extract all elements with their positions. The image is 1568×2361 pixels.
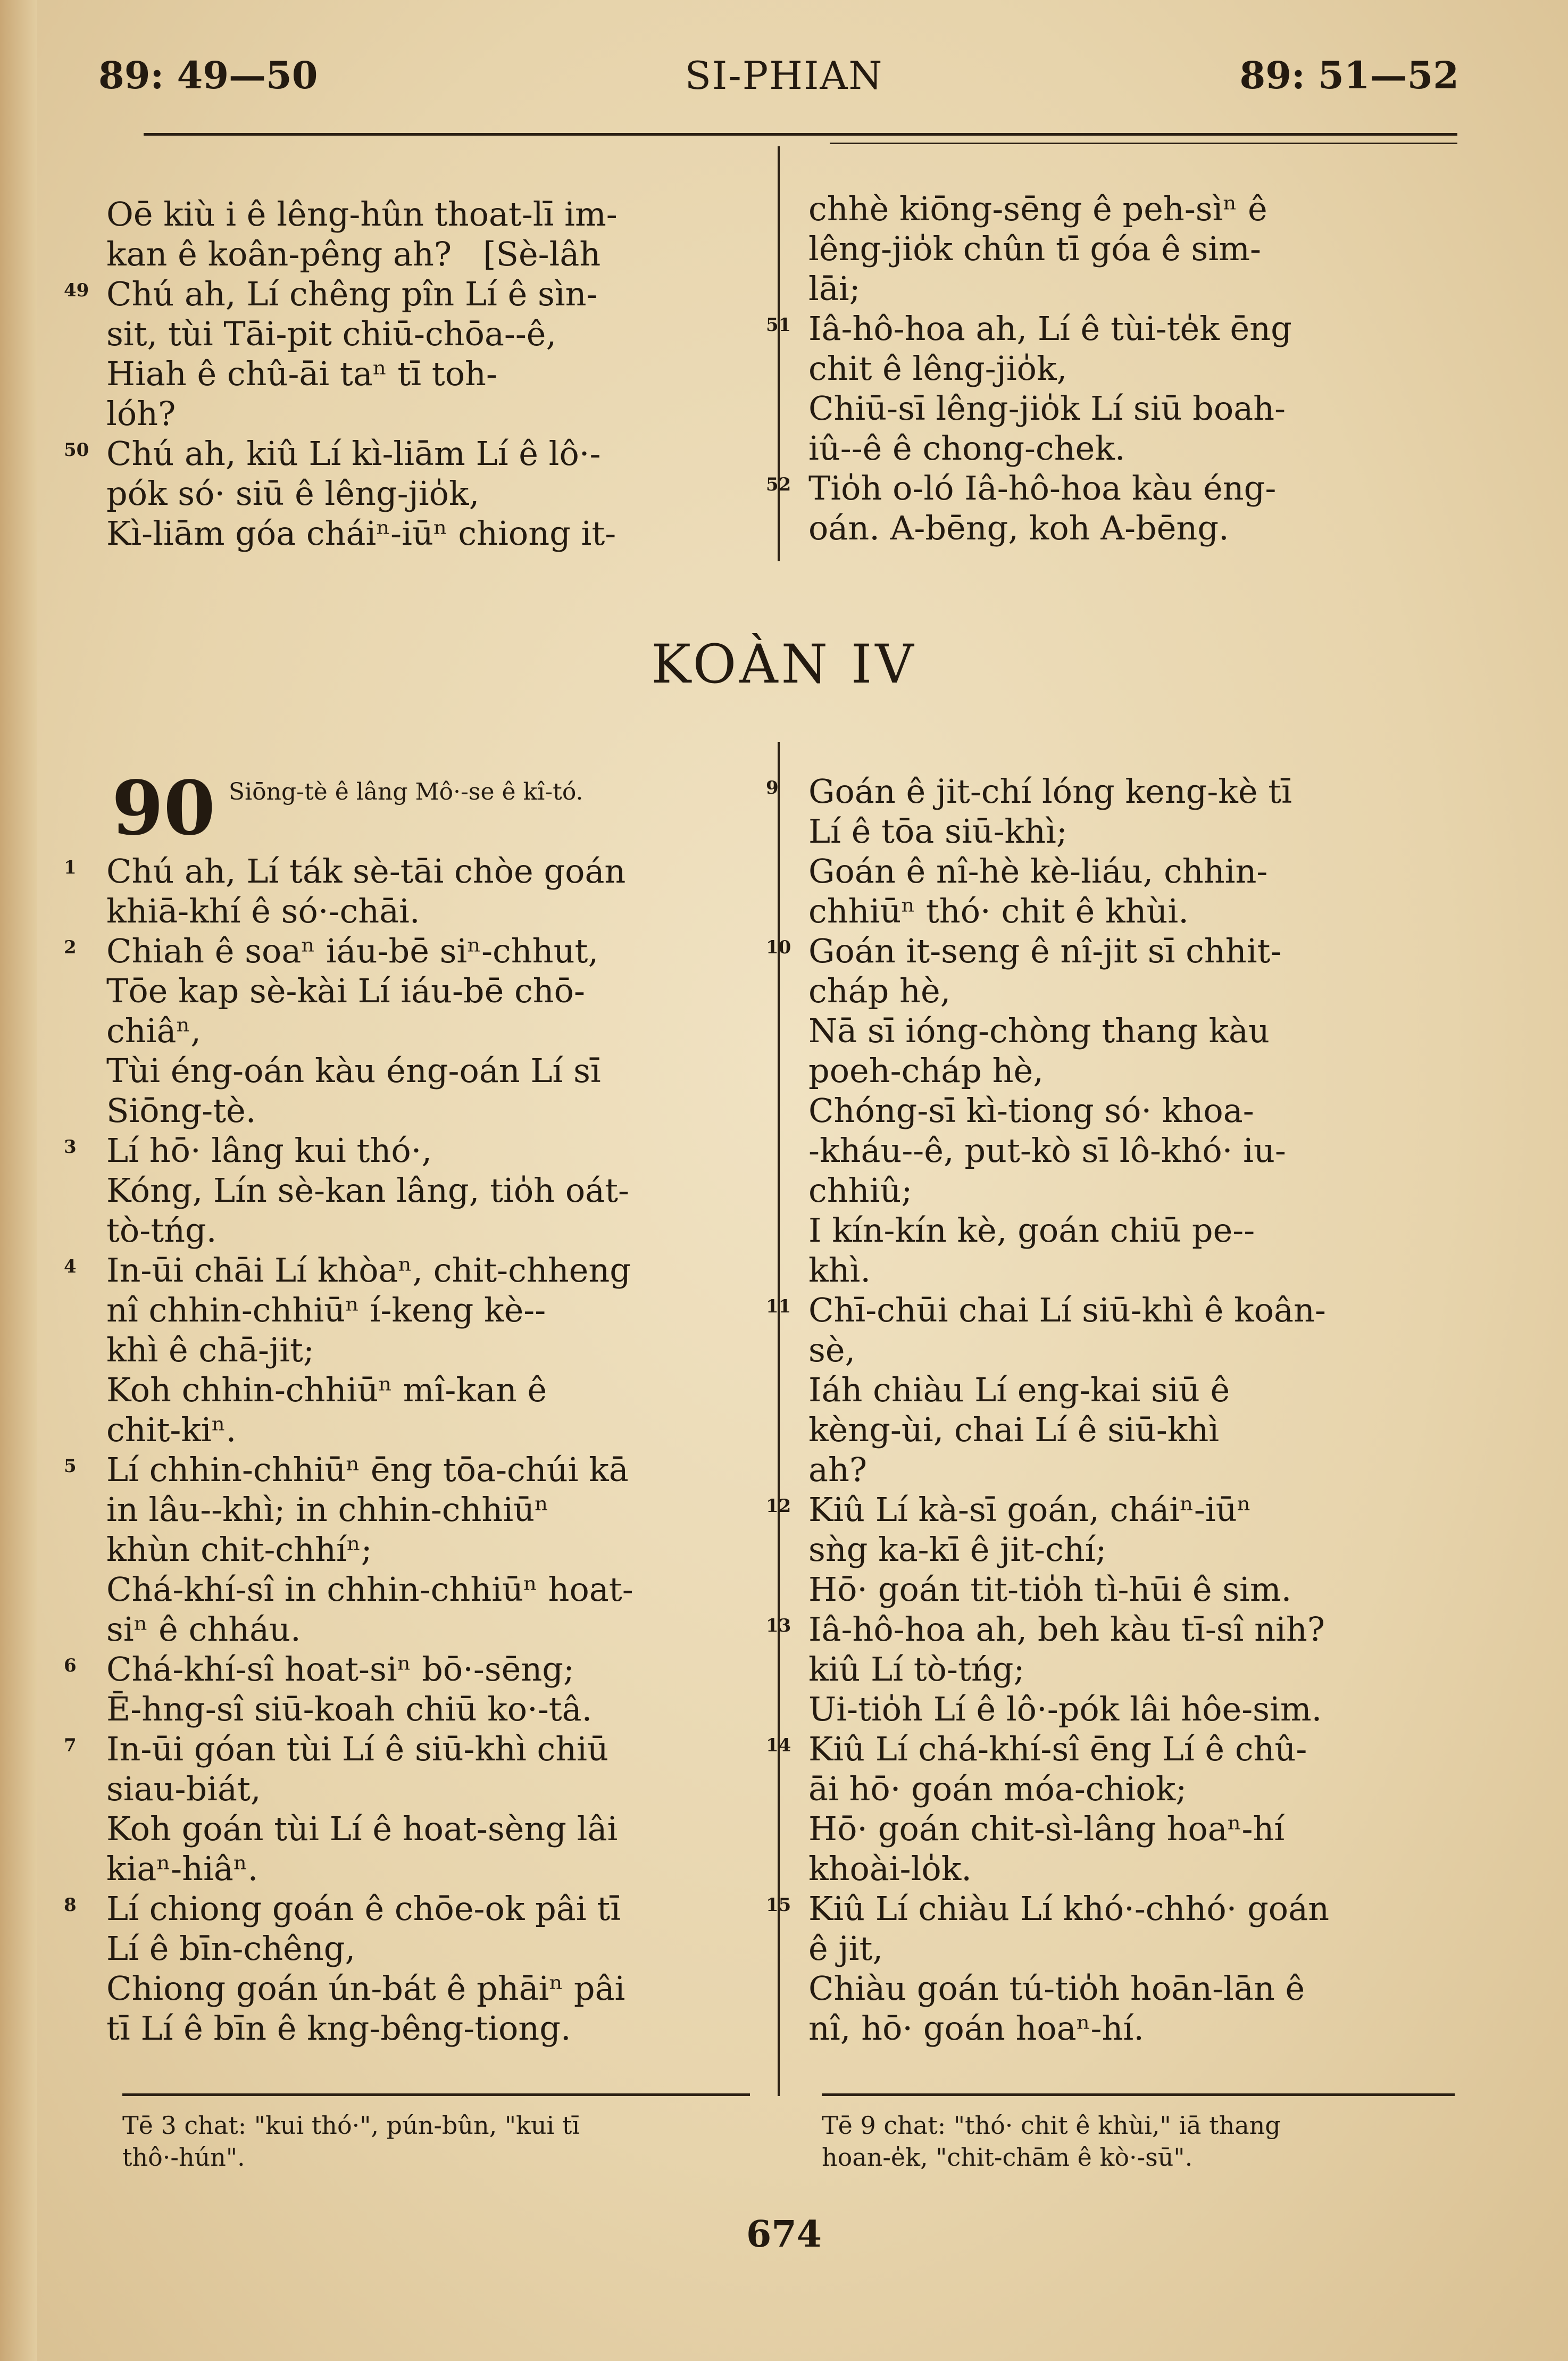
verse-line (106, 971, 766, 1011)
verse-line (106, 1689, 766, 1729)
verse-text: ê jit, (808, 1929, 883, 1968)
verse-line (766, 1889, 1468, 1928)
verse-line (106, 234, 766, 274)
verse-number: 7 (64, 1735, 77, 1756)
verse-text: lāi; (808, 269, 861, 308)
verse-text: Lí chiong goán ê chōe-ok pâi tī (106, 1889, 621, 1928)
verse-line (106, 1410, 766, 1450)
verse-line (106, 1490, 766, 1529)
verse-line (64, 1130, 766, 1170)
verse-line (808, 1011, 1468, 1051)
verse-text: āi hō· goán móa-chiok; (808, 1769, 1187, 1808)
verse-number: 49 (64, 280, 89, 301)
verse-text: Tōe kap sè-kài Lí iáu-bē chō- (106, 971, 585, 1010)
verse-number: 11 (766, 1296, 791, 1317)
verse-text: sit, tùi Tāi-pit chiū-chōa--ê, (106, 314, 557, 353)
verse-text: Kì-liām góa cháiⁿ-iūⁿ chiong it- (106, 514, 616, 553)
verse-text: Chiū-sī lêng-jio̍k Lí siū boah- (808, 389, 1286, 428)
verse-line (106, 394, 766, 434)
verse-line (106, 1849, 766, 1889)
verse-number: 52 (766, 474, 791, 495)
verse-line (106, 1529, 766, 1569)
verse-text: siau-biát, (106, 1769, 261, 1808)
verse-line (106, 1170, 766, 1210)
verse-text: chhiūⁿ thó· chit ê khùi. (808, 892, 1189, 930)
verse-number: 3 (64, 1136, 77, 1158)
verse-line (808, 1410, 1468, 1450)
verse-text: Lí chhin-chhiūⁿ ēng tōa-chúi kā (106, 1450, 629, 1489)
verse-line (766, 931, 1468, 971)
running-header (0, 53, 1568, 112)
verse-number: 50 (64, 439, 89, 461)
verse-line (766, 1609, 1468, 1649)
verse-line (106, 1928, 766, 1968)
verse-text: Kóng, Lín sè-kan lâng, tio̍h oát- (106, 1171, 629, 1210)
left-column (64, 851, 766, 2048)
verse-text: Chiah ê soaⁿ iáu-bē siⁿ-chhut, (106, 932, 599, 970)
verse-line (106, 1809, 766, 1849)
verse-line (808, 2008, 1468, 2048)
verse-line (808, 1091, 1468, 1130)
verse-text: khoài-lo̍k. (808, 1849, 972, 1888)
verse-text: tī Lí ê bīn ê kng-bêng-tiong. (106, 2009, 571, 2048)
verse-text: Goán ê nî-hè kè-liáu, chhin- (808, 852, 1268, 891)
verse-text: tò-tńg. (106, 1211, 217, 1250)
psalm-number: 90 (112, 765, 215, 852)
verse-text: Ē-hng-sî siū-koah chiū ko·-tâ. (106, 1690, 593, 1728)
verse-number: 14 (766, 1735, 791, 1756)
verse-text: chhè kiōng-sēng ê peh-sìⁿ ê (808, 189, 1267, 228)
verse-text: Hiah ê chû-āi taⁿ tī toh- (106, 354, 497, 393)
verse-text: nî chhin-chhiūⁿ í-keng kè-- (106, 1291, 546, 1329)
verse-text: nî, hō· goán hoaⁿ-hí. (808, 2009, 1144, 2048)
verse-text: Chá-khí-sî hoat-siⁿ bō·-sēng; (106, 1650, 574, 1689)
footnote-rule-left (122, 2093, 750, 2096)
top-left-column (64, 194, 766, 553)
verse-text: Chiong goán ún-bát ê phāiⁿ pâi (106, 1969, 625, 2008)
verse-line (106, 1968, 766, 2008)
verse-line (808, 891, 1468, 931)
verse-line (808, 1450, 1468, 1490)
verse-text: sè, (808, 1331, 856, 1369)
verse-line (808, 229, 1468, 269)
verse-text: oán. A-bēng, koh A-bēng. (808, 509, 1229, 547)
verse-line (106, 1011, 766, 1051)
verse-text: Chú ah, Lí ták sè-tāi chòe goán (106, 852, 626, 891)
top-right-column (766, 189, 1468, 548)
verse-text: Kiû Lí chá-khí-sî ēng Lí ê chû- (808, 1730, 1307, 1768)
verse-line (808, 1849, 1468, 1889)
verse-line (106, 194, 766, 234)
verse-line (106, 513, 766, 553)
verse-line (766, 1490, 1468, 1529)
verse-text: lêng-jio̍k chûn tī góa ê sim- (808, 229, 1261, 268)
verse-text: Tùi éng-oán kàu éng-oán Lí sī (106, 1051, 601, 1090)
verse-line (106, 1290, 766, 1330)
verse-text: Lí ê bīn-chêng, (106, 1929, 356, 1968)
verse-text: In-ūi góan tùi Lí ê siū-khì chiū (106, 1730, 608, 1768)
verse-line (106, 354, 766, 394)
verse-line (808, 1170, 1468, 1210)
verse-number: 2 (64, 937, 77, 958)
header-rule-double (830, 143, 1457, 144)
verse-text: I kín-kín kè, goán chiū pe-- (808, 1211, 1255, 1250)
verse-text: Chú ah, Lí chêng pîn Lí ê sìn- (106, 275, 598, 313)
verse-text: lóh? (106, 394, 176, 433)
section-title: KOÀN IV (651, 633, 917, 695)
verse-text: Chī-chūi chai Lí siū-khì ê koân- (808, 1291, 1326, 1329)
verse-text: Hō· goán chit-sì-lâng hoaⁿ-hí (808, 1809, 1285, 1848)
footnote-right-line: hoan-e̍k, "chit-chām ê kò·-sū". (822, 2143, 1193, 2172)
verse-line (808, 1569, 1468, 1609)
verse-text: khiā-khí ê só·-chāi. (106, 892, 420, 930)
verse-line (808, 1649, 1468, 1689)
verse-line (106, 1330, 766, 1370)
verse-line (106, 473, 766, 513)
verse-line (64, 931, 766, 971)
verse-text: ah? (808, 1450, 868, 1489)
psalm-heading (112, 765, 583, 852)
verse-line (766, 771, 1468, 811)
verse-text: in lâu--khì; in chhin-chhiūⁿ (106, 1490, 549, 1529)
verse-line (808, 1210, 1468, 1250)
footnote-left-line: Tē 3 chat: "kui thó·", pún-bûn, "kui tī (122, 2111, 580, 2140)
verse-text: Koh chhin-chhiūⁿ mî-kan ê (106, 1370, 547, 1409)
verse-text: chhiû; (808, 1171, 913, 1210)
verse-text: Siōng-tè. (106, 1091, 256, 1130)
footnote-left (122, 2109, 761, 2173)
verse-line (64, 1889, 766, 1928)
verse-line (808, 269, 1468, 309)
verse-text: sǹg ka-kī ê jit-chí; (808, 1530, 1107, 1569)
verse-line (808, 851, 1468, 891)
verse-line (808, 1689, 1468, 1729)
verse-line (808, 1968, 1468, 2008)
verse-number: 4 (64, 1256, 77, 1277)
verse-text: Kiû Lí kà-sī goán, cháiⁿ-iūⁿ (808, 1490, 1252, 1529)
verse-number: 6 (64, 1655, 77, 1676)
verse-number: 12 (766, 1495, 791, 1517)
verse-text: Nā sī ióng-chòng thang kàu (808, 1011, 1270, 1050)
verse-number: 9 (766, 777, 779, 799)
verse-line (106, 891, 766, 931)
verse-text: kiû Lí tò-tńg; (808, 1650, 1025, 1689)
verse-text: Lí hō· lâng kui thó·, (106, 1131, 432, 1170)
verse-number: 5 (64, 1456, 77, 1477)
verse-line (808, 1529, 1468, 1569)
verse-line (808, 508, 1468, 548)
verse-line (808, 1051, 1468, 1091)
verse-line (106, 1210, 766, 1250)
verse-text: Koh goán tùi Lí ê hoat-sèng lâi (106, 1809, 618, 1848)
verse-line (808, 1330, 1468, 1370)
verse-text: kèng-ùi, chai Lí ê siū-khì (808, 1410, 1220, 1449)
verse-text: -kháu--ê, put-kò sī lô-khó· iu- (808, 1131, 1286, 1170)
verse-line (766, 309, 1468, 348)
verse-line (766, 1290, 1468, 1330)
verse-text: kan ê koân-pêng ah? [Sè-lâh (106, 235, 601, 273)
page-number: 674 (746, 2213, 822, 2256)
verse-line (64, 1649, 766, 1689)
psalm-title: Siōng-tè ê lâng Mô·-se ê kî-tó. (228, 778, 583, 805)
verse-text: Goán ê jit-chí lóng keng-kè tī (808, 772, 1292, 811)
verse-text: In-ūi chāi Lí khòaⁿ, chit-chheng (106, 1251, 631, 1290)
header-book-title: SI-PHIAN (685, 53, 883, 98)
page-edge (0, 0, 37, 2361)
verse-text: Kiû Lí chiàu Lí khó·-chhó· goán (808, 1889, 1330, 1928)
verse-number: 13 (766, 1615, 791, 1636)
verse-line (808, 348, 1468, 388)
verse-text: Iâ-hô-hoa ah, beh kàu tī-sî nih? (808, 1610, 1325, 1649)
verse-line (808, 1769, 1468, 1809)
verse-line (64, 851, 766, 891)
verse-text: Oē kiù i ê lêng-hûn thoat-lī im- (106, 195, 618, 234)
verse-line (808, 1928, 1468, 1968)
footnote-left-line: thô·-hún". (122, 2143, 245, 2172)
verse-text: Goán it-seng ê nî-jit sī chhit- (808, 932, 1282, 970)
verse-line (808, 1130, 1468, 1170)
verse-line (808, 388, 1468, 428)
verse-text: cháp hè, (808, 971, 951, 1010)
footnote-rule-right (822, 2093, 1455, 2096)
verse-text: khùn chit-chhíⁿ; (106, 1530, 372, 1569)
header-left-ref: 89: 49—50 (98, 53, 318, 97)
verse-text: Iâ-hô-hoa ah, Lí ê tùi-te̍k ēng (808, 309, 1292, 348)
verse-line (106, 1569, 766, 1609)
verse-number: 8 (64, 1894, 77, 1916)
verse-text: siⁿ ê chháu. (106, 1610, 301, 1649)
verse-number: 10 (766, 937, 791, 958)
verse-text: Tio̍h o-ló Iâ-hô-hoa kàu éng- (808, 469, 1277, 508)
verse-line (766, 1729, 1468, 1769)
verse-text: Chú ah, kiû Lí kì-liām Lí ê lô·- (106, 434, 601, 473)
verse-text: kiaⁿ-hiâⁿ. (106, 1849, 258, 1888)
verse-text: chiâⁿ, (106, 1011, 201, 1050)
verse-line (808, 1370, 1468, 1410)
verse-number: 1 (64, 857, 77, 878)
verse-line (64, 1450, 766, 1490)
verse-line (808, 1809, 1468, 1849)
header-rule (144, 133, 1457, 136)
verse-line (766, 468, 1468, 508)
verse-line (106, 314, 766, 354)
verse-text: pók só· siū ê lêng-jio̍k, (106, 474, 480, 513)
verse-line (808, 971, 1468, 1011)
verse-text: iû--ê ê chong-chek. (808, 429, 1125, 468)
verse-line (808, 1250, 1468, 1290)
verse-text: Chóng-sī kì-tiong só· khoa- (808, 1091, 1254, 1130)
verse-line (106, 1370, 766, 1410)
verse-number: 15 (766, 1894, 791, 1916)
verse-text: khì ê chā-jit; (106, 1331, 314, 1369)
verse-number: 51 (766, 314, 791, 336)
verse-text: Ui-tio̍h Lí ê lô·-pók lâi hôe-sim. (808, 1690, 1322, 1728)
footnote-right (822, 2109, 1471, 2173)
verse-line (808, 189, 1468, 229)
right-column (766, 771, 1468, 2048)
verse-text: poeh-cháp hè, (808, 1051, 1044, 1090)
verse-text: Chá-khí-sî in chhin-chhiūⁿ hoat- (106, 1570, 633, 1609)
verse-line (808, 428, 1468, 468)
verse-text: Lí ê tōa siū-khì; (808, 812, 1067, 851)
verse-line (106, 1091, 766, 1130)
verse-line (106, 1769, 766, 1809)
verse-text: Hō· goán tit-tio̍h tì-hūi ê sim. (808, 1570, 1292, 1609)
verse-text: Chiàu goán tú-tio̍h hoān-lān ê (808, 1969, 1305, 2008)
verse-text: Iáh chiàu Lí eng-kai siū ê (808, 1370, 1230, 1409)
verse-text: chit-kiⁿ. (106, 1410, 237, 1449)
header-right-ref: 89: 51—52 (1239, 53, 1459, 97)
verse-line (808, 811, 1468, 851)
verse-line (106, 2008, 766, 2048)
verse-line (64, 274, 766, 314)
verse-line (106, 1051, 766, 1091)
verse-line (64, 1250, 766, 1290)
verse-line (64, 434, 766, 473)
verse-line (64, 1729, 766, 1769)
verse-text: chit ê lêng-jio̍k, (808, 349, 1067, 388)
verse-text: khì. (808, 1251, 871, 1290)
verse-line (106, 1609, 766, 1649)
footnote-right-line: Tē 9 chat: "thó· chit ê khùi," iā thang (822, 2111, 1281, 2140)
